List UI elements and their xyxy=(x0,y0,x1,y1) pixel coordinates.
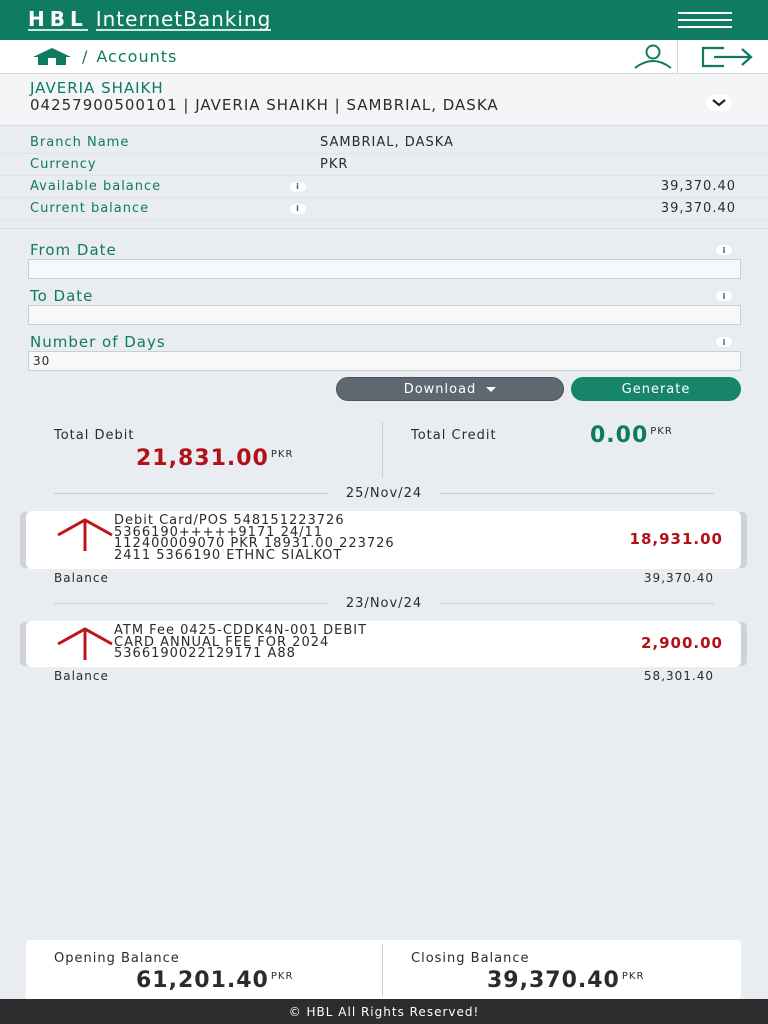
detail-value: PKR xyxy=(320,157,349,172)
brand-long: InternetBanking xyxy=(95,7,272,31)
description-line: 2411 5366190 ETHNC SIALKOT xyxy=(114,547,343,563)
download-label: Download xyxy=(403,381,477,397)
transaction-description xyxy=(114,625,574,660)
available-balance-value: 39,370.40 xyxy=(660,179,736,194)
caret-down-icon xyxy=(486,387,496,392)
description-line: ATM Fee 0425-CDDK4N-001 DEBIT xyxy=(114,623,368,638)
account-selector[interactable] xyxy=(0,74,768,126)
detail-row-currency xyxy=(0,154,768,176)
balance-label: Balance xyxy=(54,669,109,683)
transaction-date: 25/Nov/24 xyxy=(345,485,423,501)
copyright-text: © HBL All Rights Reserved! xyxy=(288,1004,480,1019)
description-line: 112400009070 PKR 18931.00 223726 xyxy=(114,536,395,551)
download-button[interactable] xyxy=(336,377,564,401)
user-icon[interactable] xyxy=(628,40,678,74)
balance-label: Balance xyxy=(54,571,109,585)
description-line: CARD ANNUAL FEE FOR 2024 xyxy=(114,634,330,650)
currency-label: PKR xyxy=(270,970,294,982)
account-details xyxy=(0,132,768,220)
from-date-label: From Date xyxy=(30,241,117,259)
balance-summary xyxy=(26,940,741,1000)
detail-label: Branch Name xyxy=(30,135,130,150)
date-separator xyxy=(54,595,714,611)
divider xyxy=(382,944,383,996)
info-icon[interactable]: i xyxy=(716,245,732,255)
detail-row-branch xyxy=(0,132,768,154)
total-debit-amount: 21,831.00 xyxy=(136,446,269,471)
info-icon[interactable]: i xyxy=(290,204,306,214)
number-of-days-input[interactable] xyxy=(28,351,741,371)
breadcrumb xyxy=(0,40,768,74)
top-bar xyxy=(0,0,768,40)
account-holder-name: JAVERIA SHAIKH xyxy=(30,79,164,97)
to-date-label: To Date xyxy=(30,287,94,305)
info-icon[interactable]: i xyxy=(290,182,306,192)
detail-label: Current balance xyxy=(30,201,150,216)
breadcrumb-separator: / xyxy=(82,47,89,66)
total-debit-label: Total Debit xyxy=(54,428,135,443)
logout-icon[interactable] xyxy=(688,40,768,74)
transaction-description xyxy=(114,515,574,561)
generate-label: Generate xyxy=(621,381,691,397)
description-line: Debit Card/POS 548151223726 xyxy=(114,513,345,528)
current-balance-value: 39,370.40 xyxy=(660,201,736,216)
opening-balance-amount: 61,201.40 xyxy=(136,968,269,993)
chevron-down-icon[interactable] xyxy=(706,95,732,111)
currency-label: PKR xyxy=(621,970,645,982)
account-summary-line: 04257900500101 | JAVERIA SHAIKH | SAMBRIAL, DASKA xyxy=(30,96,499,114)
opening-balance-value xyxy=(136,968,293,993)
detail-label: Available balance xyxy=(30,179,162,194)
closing-balance-amount: 39,370.40 xyxy=(487,968,620,993)
transaction-amount: 2,900.00 xyxy=(640,634,723,652)
to-date-input[interactable] xyxy=(28,305,741,325)
description-line: 5366190022129171 A88 xyxy=(114,646,296,661)
total-credit-value xyxy=(590,423,673,448)
balance-value: 39,370.40 xyxy=(643,571,714,585)
brand-logo[interactable] xyxy=(28,9,271,31)
divider xyxy=(382,422,383,478)
info-icon[interactable]: i xyxy=(716,337,732,347)
brand-short: HBL xyxy=(28,7,88,31)
detail-row-available-balance xyxy=(0,176,768,198)
currency-label: PKR xyxy=(270,448,294,460)
balance-row xyxy=(54,571,714,585)
transaction-card[interactable] xyxy=(26,511,741,569)
detail-row-current-balance xyxy=(0,198,768,220)
home-icon[interactable] xyxy=(30,46,74,68)
number-of-days-label: Number of Days xyxy=(30,333,166,351)
opening-balance-label: Opening Balance xyxy=(54,951,180,966)
closing-balance-value xyxy=(487,968,644,993)
arrow-up-icon xyxy=(56,517,114,551)
closing-balance-label: Closing Balance xyxy=(411,951,530,966)
footer xyxy=(0,999,768,1024)
total-debit-value xyxy=(136,446,293,471)
currency-label: PKR xyxy=(650,425,673,437)
info-icon[interactable]: i xyxy=(716,291,732,301)
totals-panel xyxy=(0,420,768,484)
detail-value: SAMBRIAL, DASKA xyxy=(320,135,454,150)
arrow-up-icon xyxy=(56,626,114,660)
hamburger-menu-icon[interactable] xyxy=(678,12,732,28)
transaction-card[interactable] xyxy=(26,621,741,667)
balance-value: 58,301.40 xyxy=(643,669,714,683)
breadcrumb-current[interactable]: Accounts xyxy=(96,47,178,66)
transaction-date: 23/Nov/24 xyxy=(345,595,423,611)
description-line: 5366190+++++9171 24/11 xyxy=(114,524,324,540)
total-credit-label: Total Credit xyxy=(411,428,497,443)
generate-button[interactable] xyxy=(571,377,741,401)
balance-row xyxy=(54,669,714,683)
total-credit-amount: 0.00 xyxy=(590,423,649,448)
divider xyxy=(0,228,768,229)
transaction-amount: 18,931.00 xyxy=(629,530,723,548)
from-date-input[interactable] xyxy=(28,259,741,279)
date-separator xyxy=(54,485,714,501)
detail-label: Currency xyxy=(30,157,97,172)
